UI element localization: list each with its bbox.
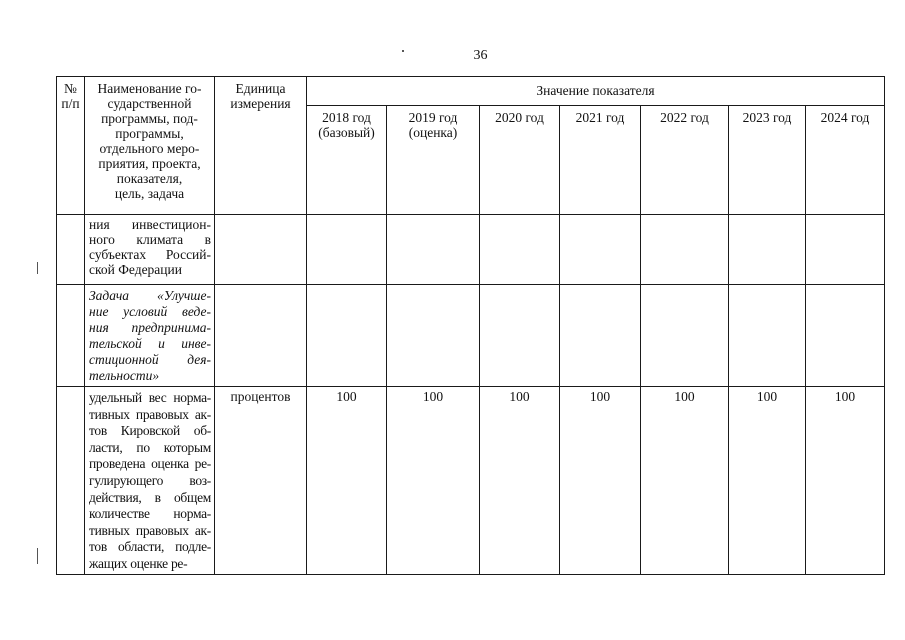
cell-value-2021 — [560, 285, 641, 387]
scan-edge-mark — [37, 548, 38, 564]
name-line: тельности» — [89, 368, 160, 383]
header-text: показателя, — [116, 171, 183, 186]
cell-value-2023: 100 — [729, 387, 806, 575]
scan-edge-mark — [37, 262, 38, 274]
cell-value-2019 — [387, 285, 480, 387]
header-text: 2023 год — [742, 110, 792, 125]
header-text: цель, задача — [114, 186, 185, 201]
header-text: (оценка) — [408, 125, 458, 140]
cell-value-2021: 100 — [560, 387, 641, 575]
cell-value-2020 — [480, 215, 560, 285]
cell-unit — [215, 215, 307, 285]
cell-name — [85, 387, 215, 575]
cell-value-2024 — [806, 285, 885, 387]
cell-value-2024 — [806, 215, 885, 285]
header-text: (базовый) — [318, 125, 375, 140]
header-text: 2021 год — [575, 110, 625, 125]
name-line: проведена оценка ре- — [89, 456, 211, 472]
header-text: приятия, проекта, — [98, 156, 201, 171]
header-year-2020 — [480, 106, 560, 215]
header-col-number — [57, 77, 85, 215]
header-text: Единица — [235, 81, 286, 96]
cell-number — [57, 387, 85, 575]
header-year-2023 — [729, 106, 806, 215]
name-line: тов области, подле- — [89, 539, 211, 555]
name-line: Задача «Улучше- — [89, 288, 211, 303]
scan-dot — [402, 50, 404, 52]
header-text: № — [64, 81, 77, 96]
name-line: ния инвестицион- — [89, 217, 211, 232]
name-line: жащих оценке ре- — [89, 555, 188, 571]
cell-value-2018 — [307, 285, 387, 387]
page-number: 36 — [473, 48, 488, 63]
table-row — [57, 285, 885, 387]
header-col-name — [85, 77, 215, 215]
cell-value-2024: 100 — [806, 387, 885, 575]
header-col-unit — [215, 77, 307, 215]
name-line: субъектах Россий- — [89, 247, 211, 262]
cell-value-2019: 100 — [387, 387, 480, 575]
cell-number — [57, 285, 85, 387]
header-value-group — [307, 77, 885, 106]
cell-value-2021 — [560, 215, 641, 285]
header-year-2021 — [560, 106, 641, 215]
cell-name — [85, 215, 215, 285]
name-line: тивных правовых ак- — [89, 406, 211, 422]
header-year-2022 — [641, 106, 729, 215]
table-row — [57, 387, 885, 575]
header-text: 2024 год — [820, 110, 870, 125]
name-line: ской Федерации — [89, 262, 182, 277]
indicator-table — [56, 76, 885, 575]
header-text: п/п — [61, 96, 80, 111]
name-line: гулирующего воз- — [89, 472, 211, 488]
name-line: ного климата в — [89, 232, 211, 247]
cell-value-2020 — [480, 285, 560, 387]
name-line: стиционной дея- — [89, 352, 211, 367]
cell-value-2022: 100 — [641, 387, 729, 575]
header-text: сударственной — [107, 96, 192, 111]
header-text: измерения — [230, 96, 291, 111]
header-text: Наименование го- — [97, 81, 202, 96]
name-line: действия, в общем — [89, 489, 211, 505]
name-line: ласти, по которым — [89, 439, 211, 455]
header-text: Значение показателя — [536, 83, 655, 98]
header-year-2024 — [806, 106, 885, 215]
header-text: 2022 год — [660, 110, 709, 125]
header-year-2019 — [387, 106, 480, 215]
name-line: тельской и инве- — [89, 336, 211, 351]
header-text: 2018 год — [322, 110, 371, 125]
cell-value-2022 — [641, 215, 729, 285]
cell-name — [85, 285, 215, 387]
cell-value-2023 — [729, 215, 806, 285]
name-line: тивных правовых ак- — [89, 522, 211, 538]
cell-value-2019 — [387, 215, 480, 285]
cell-value-2020: 100 — [480, 387, 560, 575]
cell-value-2023 — [729, 285, 806, 387]
cell-unit — [215, 285, 307, 387]
cell-value-2018 — [307, 215, 387, 285]
cell-number — [57, 215, 85, 285]
name-line: ния предпринима- — [89, 320, 211, 335]
cell-unit: процентов — [215, 387, 307, 575]
name-line: удельный вес норма- — [89, 390, 211, 405]
cell-value-2022 — [641, 285, 729, 387]
name-line: количестве норма- — [89, 506, 211, 522]
name-line: тов Кировской об- — [89, 423, 211, 439]
cell-value-2018: 100 — [307, 387, 387, 575]
header-text: отдельного меро- — [99, 141, 200, 156]
header-text: 2019 год — [408, 110, 458, 125]
table-row — [57, 215, 885, 285]
header-text: программы, — [115, 126, 184, 141]
header-year-2018 — [307, 106, 387, 215]
header-text: 2020 год — [495, 110, 544, 125]
header-text: программы, под- — [101, 111, 198, 126]
name-line: ние условий веде- — [89, 304, 211, 319]
